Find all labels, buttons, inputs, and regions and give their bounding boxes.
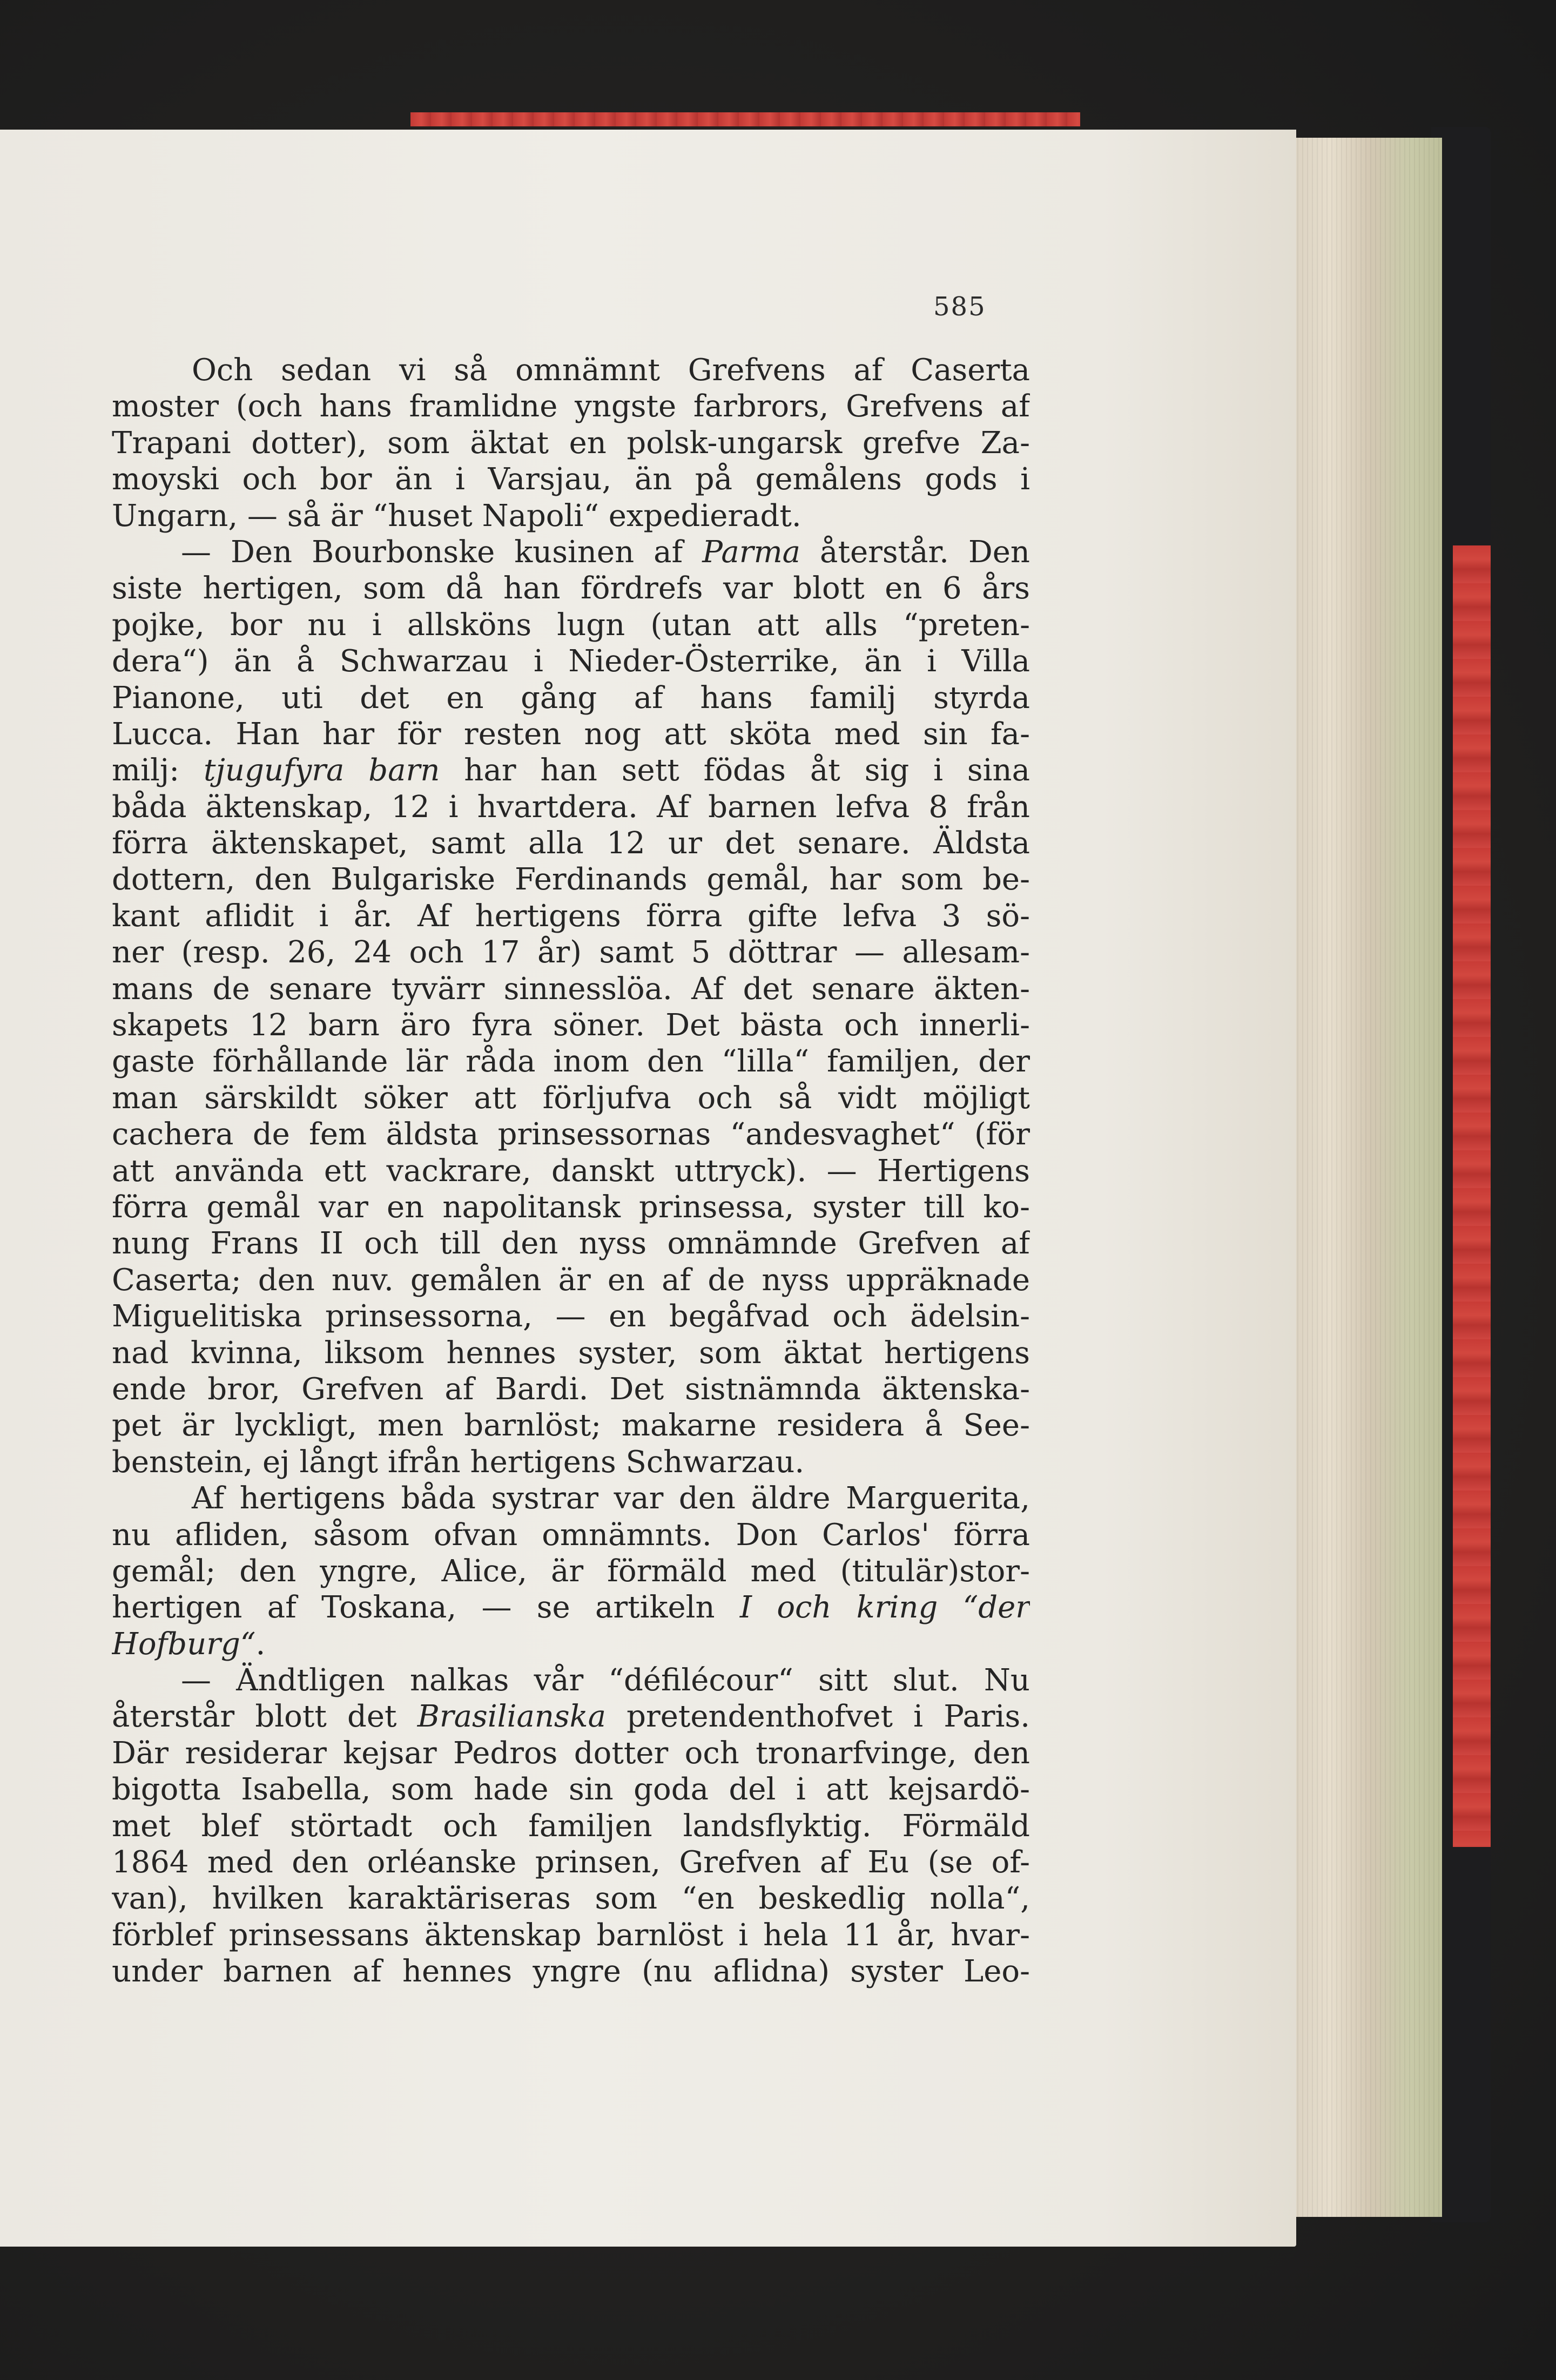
- text-line-segment: att använda ett vackrare, danskt uttryck). — Hertigens: [112, 1153, 1030, 1189]
- text-line: [112, 898, 1030, 934]
- text-line: [112, 1771, 1030, 1808]
- text-line: [112, 1153, 1030, 1189]
- text-line-segment: pet är lyckligt, men barnlöst; makarne residera å See-: [112, 1408, 1030, 1444]
- text-line: [112, 425, 1030, 461]
- red-top-edge: [410, 112, 1080, 126]
- page-number: 585: [933, 292, 986, 322]
- text-line-segment: moyski och bor än i Varsjau, än på gemålens gods i: [112, 462, 1030, 497]
- text-line-segment: Och sedan vi så omnämnt Grefvens af Caserta: [192, 353, 1030, 388]
- text-line: [112, 1407, 1030, 1444]
- text-line-segment: Där residerar kejsar Pedros dotter och tronarfvinge, den: [112, 1735, 1030, 1771]
- text-line: [112, 825, 1030, 861]
- text-line: [112, 352, 1030, 388]
- text-line-segment: cachera de fem äldsta prinsessornas “andesvaghet“ (för: [112, 1117, 1030, 1152]
- red-marbled-edge: [1453, 545, 1491, 1847]
- text-line-segment: Trapani dotter), som äktat en polsk-ungarsk grefve Za-: [112, 425, 1030, 461]
- text-line-segment: hertigen af Toskana, — se artikeln: [112, 1590, 740, 1626]
- text-line-segment: förra äktenskapet, samt alla 12 ur det senare. Äldsta: [112, 826, 1030, 861]
- text-line: [112, 1589, 1030, 1626]
- text-line-segment: återstår blott det: [112, 1699, 417, 1735]
- text-line-segment: benstein, ej långt ifrån hertigens Schwarzau.: [112, 1444, 805, 1480]
- text-line-segment: återstår. Den: [800, 534, 1030, 570]
- text-line-segment: dottern, den Bulgariske Ferdinands gemål, har som be-: [112, 862, 1030, 898]
- text-line: [112, 752, 1030, 788]
- text-line-segment: man särskildt söker att förljufva och så vidt möjligt: [112, 1080, 1030, 1116]
- text-line: [112, 1189, 1030, 1225]
- text-line: [112, 680, 1030, 716]
- text-line-segment: van), hvilken karaktäriseras som “en beskedlig nolla“,: [112, 1881, 1030, 1917]
- text-line-segment: pojke, bor nu i allsköns lugn (utan att alls “preten-: [112, 607, 1030, 643]
- text-line-segment: Pianone, uti det en gång af hans familj styrda: [112, 680, 1030, 716]
- text-line-segment: Ungarn, — så är “huset Napoli“ expedieradt.: [112, 498, 801, 534]
- text-line-segment: bigotta Isabella, som hade sin goda del i att kejsardö-: [112, 1772, 1030, 1808]
- text-line: [112, 1225, 1030, 1262]
- text-line: [112, 1262, 1030, 1298]
- italic-segment: I och kring “der: [739, 1590, 1030, 1626]
- text-line: [112, 1953, 1030, 1990]
- text-line-segment: 1864 med den orléanske prinsen, Grefven af Eu (se of-: [112, 1845, 1030, 1880]
- italic-segment: tjugufyra barn: [204, 753, 440, 788]
- text-line-segment: gaste förhållande lär råda inom den “lilla“ familjen, der: [112, 1044, 1030, 1080]
- text-line: [112, 861, 1030, 898]
- text-line: [112, 1043, 1030, 1080]
- text-line: [112, 934, 1030, 970]
- text-line: [112, 1007, 1030, 1043]
- text-line: [112, 534, 1030, 570]
- text-line-segment: nung Frans II och till den nyss omnämnde Grefven af: [112, 1226, 1030, 1262]
- text-line-segment: Miguelitiska prinsessorna, — en begåfvad och ädelsin-: [112, 1299, 1030, 1334]
- text-line: [112, 1735, 1030, 1771]
- text-line-segment: siste hertigen, som då han fördrefs var blott en 6 års: [112, 571, 1030, 606]
- text-line: [112, 1698, 1030, 1735]
- text-line-segment: — Ändtligen nalkas vår “défilécour“ sitt slut. Nu: [181, 1663, 1030, 1698]
- text-line: [112, 643, 1030, 679]
- text-line-segment: Caserta; den nuv. gemålen är en af de nyss uppräknade: [112, 1262, 1030, 1298]
- text-line: [112, 1116, 1030, 1152]
- text-line-segment: dera“) än å Schwarzau i Nieder-Österrike, än i Villa: [112, 644, 1030, 679]
- text-line-segment: nu afliden, såsom ofvan omnämnts. Don Carlos' förra: [112, 1517, 1030, 1553]
- text-line: [112, 1444, 1030, 1480]
- text-line: [112, 1662, 1030, 1698]
- text-line-segment: skapets 12 barn äro fyra söner. Det bästa och innerli-: [112, 1008, 1030, 1043]
- text-line: [112, 789, 1030, 825]
- text-line: [112, 1517, 1030, 1553]
- text-line-segment: moster (och hans framlidne yngste farbrors, Grefvens af: [112, 389, 1030, 424]
- text-line: [112, 716, 1030, 752]
- text-line: [112, 388, 1030, 424]
- text-line: [112, 1335, 1030, 1371]
- text-line-segment: har han sett födas åt sig i sina: [440, 753, 1030, 788]
- text-line: [112, 570, 1030, 606]
- text-line: [112, 1844, 1030, 1880]
- text-line-segment: förra gemål var en napolitansk prinsessa, syster till ko-: [112, 1189, 1030, 1225]
- body-text: [112, 352, 1030, 1990]
- text-line: [112, 1880, 1030, 1917]
- text-line: [112, 1371, 1030, 1407]
- text-line-segment: met blef störtadt och familjen landsflyktig. Förmäld: [112, 1808, 1030, 1844]
- text-line-segment: båda äktenskap, 12 i hvartdera. Af barnen lefva 8 från: [112, 789, 1030, 825]
- italic-segment: Parma: [702, 534, 801, 570]
- text-line-segment: mans de senare tyvärr sinnesslöa. Af det senare äkten-: [112, 971, 1030, 1007]
- text-line: [112, 1080, 1030, 1116]
- text-line-segment: pretendenthofvet i Paris.: [605, 1699, 1030, 1735]
- text-line: [112, 607, 1030, 643]
- text-line: [112, 1808, 1030, 1844]
- text-line-segment: gemål; den yngre, Alice, är förmäld med (titulär)stor-: [112, 1553, 1030, 1589]
- page-stack-texture: [1283, 138, 1442, 2217]
- text-line: [112, 971, 1030, 1007]
- text-line: [112, 461, 1030, 497]
- text-line-segment: ende bror, Grefven af Bardi. Det sistnämnda äktenska-: [112, 1371, 1030, 1407]
- text-line-segment: kant aflidit i år. Af hertigens förra gifte lefva 3 sö-: [112, 898, 1030, 934]
- text-line-segment: .: [255, 1626, 266, 1662]
- italic-segment: Brasilianska: [417, 1699, 606, 1735]
- text-line-segment: Lucca. Han har för resten nog att sköta med sin fa-: [112, 716, 1030, 752]
- text-line: [112, 1917, 1030, 1953]
- text-line-segment: — Den Bourbonske kusinen af: [181, 534, 703, 570]
- text-line-segment: Af hertigens båda systrar var den äldre Marguerita,: [192, 1481, 1030, 1516]
- text-line-segment: ner (resp. 26, 24 och 17 år) samt 5 döttrar — allesam-: [112, 935, 1030, 970]
- text-line: [112, 1480, 1030, 1516]
- text-line-segment: nad kvinna, liksom hennes syster, som äktat hertigens: [112, 1335, 1030, 1371]
- italic-segment: Hofburg“: [112, 1626, 256, 1662]
- text-line-segment: under barnen af hennes yngre (nu aflidna) syster Leo-: [112, 1954, 1030, 1990]
- text-line-segment: milj:: [112, 753, 204, 788]
- text-line: [112, 1553, 1030, 1589]
- text-line-segment: förblef prinsessans äktenskap barnlöst i hela 11 år, hvar-: [112, 1917, 1030, 1953]
- text-line: [112, 498, 1030, 534]
- text-line: [112, 1626, 1030, 1662]
- text-line: [112, 1298, 1030, 1334]
